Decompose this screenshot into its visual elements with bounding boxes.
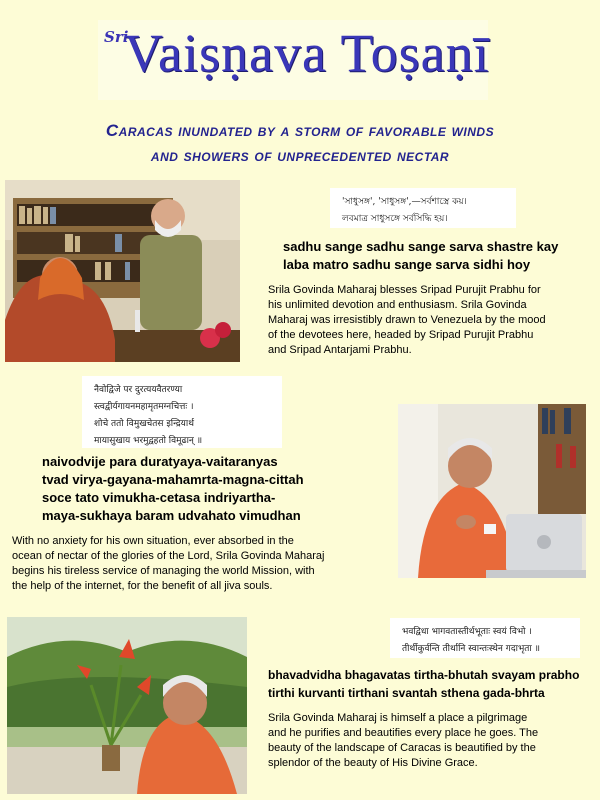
paragraph-line: Srila Govinda Maharaj blesses Sripad Purujit Prabhu for xyxy=(268,284,541,296)
verse-transliteration-2 xyxy=(42,453,304,525)
verse-line: bhavadvidha bhagavatas tirtha-bhutah svayam prabho xyxy=(268,668,580,682)
verse-line: laba matro sadhu sange sarva sidhi hoy xyxy=(283,257,531,272)
paragraph-line: his unlimited devotion and enthusiasm. Srila Govinda xyxy=(268,299,527,311)
paragraph-line: Srila Govinda Maharaj is himself a place a pilgrimage xyxy=(268,712,528,724)
verse-original-line: 'সাধুসঙ্গ', 'সাধুসঙ্গ',—সর্বশাস্ত্রে কয়। xyxy=(342,197,467,207)
verse-line: naivodvije para duratyaya-vaitaranyas xyxy=(42,454,278,469)
paragraph-line: beauty of the landscape of Caracas is beautified by the xyxy=(268,742,536,754)
verse-line: tirthi kurvanti tirthani svantah sthena gada-bhrta xyxy=(268,686,545,700)
headline-line-2: and showers of unprecedented nectar xyxy=(150,146,450,165)
masthead-banner xyxy=(98,20,488,100)
paragraph-line: and Sripad Antarjami Prabhu. xyxy=(268,344,412,356)
paragraph-line: of the devotees here, headed by Sripad Purujit Prabhu xyxy=(268,329,534,341)
verse-original-box-3 xyxy=(390,618,580,658)
paragraph-line: With no anxiety for his own situation, ever absorbed in the xyxy=(12,535,294,547)
photo-maharaj-laptop xyxy=(398,404,586,578)
paragraph-line: and he purifies and beautifies every place he goes. The xyxy=(268,727,539,739)
verse-original-line: तीर्थीकुर्वन्ति तीर्थानि स्वान्तःस्थेन गदाभृता ॥ xyxy=(402,644,540,654)
verse-line: sadhu sange sadhu sange sarva shastre kay xyxy=(283,239,559,254)
photo-maharaj-caracas-landscape xyxy=(7,617,247,794)
verse-original-line: नैवोद्विजे पर दुरत्ययवैतरण्या xyxy=(94,385,183,395)
paragraph-line: begins his tireless service of managing the world Mission, with xyxy=(12,565,315,577)
caption-paragraph-1 xyxy=(268,283,590,358)
paragraph-line: ocean of nectar of the glories of the Lord, Srila Govinda Maharaj xyxy=(12,550,325,562)
paragraph-line: the help of the internet, for the benefit of all jiva souls. xyxy=(12,580,273,592)
caption-paragraph-3 xyxy=(268,711,592,771)
verse-original-line: शोचे ततो विमुखचेतस इन्द्रियार्थ xyxy=(94,419,194,429)
paragraph-line: Maharaj was irresistibly drawn to Venezuela by the mood xyxy=(268,314,546,326)
verse-original-line: स्त्वद्वीर्यगायनमहामृतमग्नचित्तः । xyxy=(94,402,194,412)
verse-original-box-2 xyxy=(82,376,282,448)
verse-transliteration-1 xyxy=(283,238,558,274)
photo-maharaj-blessing xyxy=(5,180,240,362)
verse-line: soce tato vimukha-cetasa indriyartha- xyxy=(42,490,276,505)
verse-original-line: मायासुखाय भरमुद्वहतो विमूढान् ॥ xyxy=(94,436,203,446)
masthead-sri: Sri xyxy=(104,28,129,46)
verse-line: tvad virya-gayana-mahamrta-magna-cittah xyxy=(42,472,304,487)
verse-original-line: भवद्विधा भागवतास्तीर्थभूताः स्वयं विभो । xyxy=(402,627,532,637)
caption-paragraph-2 xyxy=(12,534,378,594)
masthead-title: Vaiṣṇava Toṣaṇī xyxy=(124,23,490,83)
verse-original-line: লবমাত্র সাধুসঙ্গে সর্বসিদ্ধি হয়। xyxy=(342,214,448,224)
headline-line-1: Caracas inundated by a storm of favorable winds xyxy=(105,121,495,140)
verse-original-box-1 xyxy=(330,188,516,228)
verse-line: maya-sukhaya baram udvahato vimudhan xyxy=(42,508,301,523)
paragraph-line: splendor of the beauty of His Divine Grace. xyxy=(268,757,478,769)
verse-transliteration-3 xyxy=(268,666,579,702)
